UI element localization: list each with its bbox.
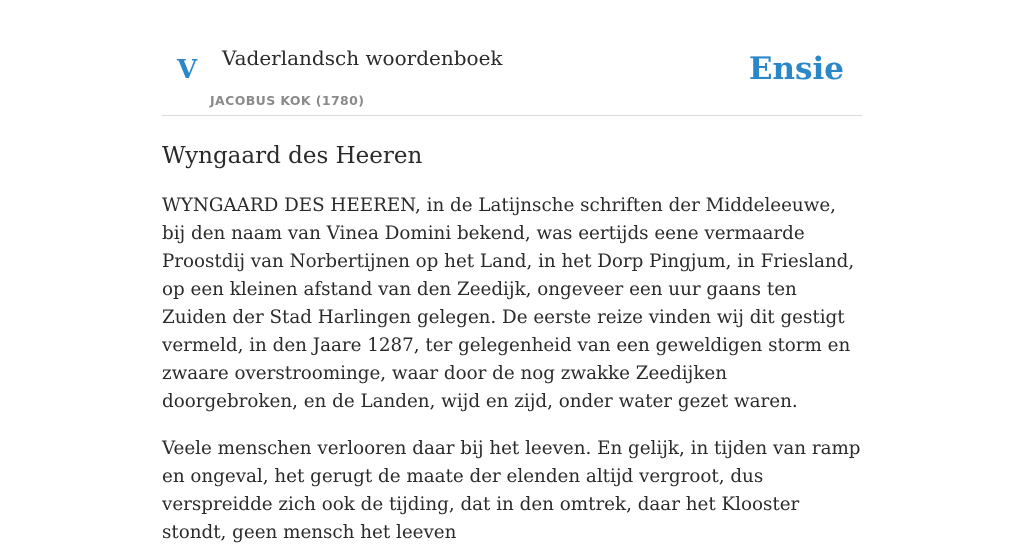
dictionary-title[interactable]: Vaderlandsch woordenboek <box>222 46 503 70</box>
brand-logo[interactable]: Ensie <box>748 51 844 87</box>
dictionary-header <box>162 0 862 116</box>
entry-paragraph: Veele menschen verlooren daar bij het leeven. En gelijk, in tijden van ramp en ongeval, het gerugt de maate der elenden altijd vergroot, dus verspreidde zich ook de tijding, dat in den omtrek, daar het Klooster stondt, geen mensch het leeven <box>162 438 861 543</box>
entry-content <box>162 140 862 547</box>
entry-paragraph: WYNGAARD DES HEEREN, in de Latijnsche schriften der Middeleeuwe, bij den naam van Vinea Domini bekend, was eertijds eene vermaarde Proostdij van Norbertijnen op het Land, in het Dorp Pingjum, in Friesland, op een kleinen afstand van den Zeedijk, ongeveer een uur gaans ten Zuiden der Stad Harlingen gelegen. De eerste reize vinden wij dit gestigt vermeld, in den Jaare 1287, ter gelegenheid van een geweldigen storm en zwaare overstroominge, waar door de nog zwakke Zeedijken doorgebroken, en de Landen, wijd en zijd, onder water gezet waren. <box>162 195 855 412</box>
letter-index[interactable]: V <box>177 55 198 85</box>
page-container <box>162 0 862 547</box>
entry-title: Wyngaard des Heeren <box>162 143 423 169</box>
dictionary-author: JACOBUS KOK (1780) <box>210 93 365 108</box>
